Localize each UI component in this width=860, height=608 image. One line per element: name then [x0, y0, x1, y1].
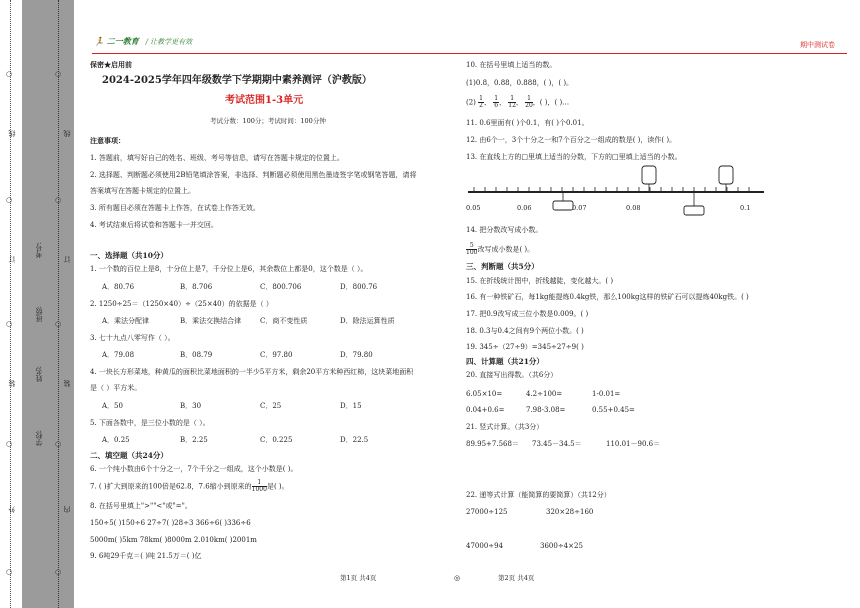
notes-title: 注意事项： [90, 136, 125, 145]
outer-char: 订 [8, 256, 16, 263]
outer-char: 线 [8, 130, 16, 137]
option: C．商不变性质 [260, 317, 308, 325]
right-page [466, 0, 846, 608]
option: C．800.706 [260, 283, 302, 291]
option: D．800.76 [340, 283, 378, 291]
compare-row: 150÷5( )150÷6 27÷7( )28÷3 366÷6( )336÷6 [90, 519, 251, 527]
calc-item: 0.55+0.45= [592, 406, 635, 414]
center-circle-mark: ◎ [454, 574, 461, 582]
inner-char: 订 [63, 256, 71, 263]
option: B．2.25 [180, 436, 208, 444]
question-18: 18. 0.3与0.4之间有9个两位小数。( ) [466, 327, 584, 335]
calc-item: 1-0.01= [592, 390, 621, 398]
circle-mark: ○ [6, 70, 13, 78]
stepwise-item: 3600÷4×25 [540, 542, 583, 550]
option: B．30 [180, 402, 202, 410]
calc-item: 4.2÷100= [526, 390, 563, 398]
option: C．0.225 [260, 436, 293, 444]
option: D．22.5 [340, 436, 369, 444]
question-4-cont: 是（ ）平方米。 [90, 384, 142, 392]
binding-gray-band [22, 0, 74, 608]
note-item: 3. 所有题目必须在答题卡上作答，在试卷上作答无效。 [90, 204, 260, 212]
question-14-line [466, 243, 534, 256]
question-10: 10. 在括号里填上适当的数。 [466, 61, 557, 69]
slogan: / 让教学更有效 [145, 38, 193, 46]
section-fill: 二、填空题（共24分） [90, 451, 168, 460]
question-19: 19. 345÷（27÷9）=345÷27÷9( ) [466, 343, 584, 351]
section-choice: 一、选择题（共10分） [90, 251, 168, 260]
question-12: 12. 由6个一，3个十分之一和7个百分之一组成的数是( )，读作( )。 [466, 136, 677, 144]
question-11: 11. 0.6里面有( )个0.1，有( )个0.01。 [466, 119, 589, 127]
question-3: 3. 七十九点八零写作（ ）。 [90, 334, 175, 342]
question-5: 5. 下面各数中，是三位小数的是（ ）。 [90, 419, 210, 427]
inner-char: 内 [63, 506, 71, 513]
stepwise-item: 47000÷94 [466, 542, 504, 550]
stepwise-item: 27000÷125 [466, 508, 508, 516]
circle-mark: ○ [55, 320, 62, 328]
question-13: 13. 在直线上方的□里填上适当的分数，下方的□里填上适当的小数。 [466, 153, 682, 161]
question-6: 6. 一个纯小数由6个十分之一，7个千分之一组成，这个小数是( )。 [90, 465, 298, 473]
calc-item: 7.98-3.08= [526, 406, 566, 414]
q10-2-prefix: (2) [466, 98, 476, 107]
vertical-calc-item: 73.45－34.5＝ [532, 440, 582, 448]
circle-mark: ○ [6, 320, 13, 328]
outer-char: 装 [8, 380, 16, 387]
class-field: 班级: [35, 306, 43, 323]
answer-box [719, 166, 733, 184]
note-item: 答案填写在答题卡规定的位置上。 [90, 187, 195, 195]
vertical-calc-item: 89.95+7.568＝ [466, 440, 519, 448]
q14-text: 改写成小数是( )。 [477, 245, 535, 254]
question-22: 22. 递等式计算（能简算的要简算）（共12分） [466, 491, 611, 499]
option: C．97.80 [260, 351, 293, 359]
exam-info: 考试分数：100分；考试时间：100分钟 [210, 117, 326, 125]
question-14: 14. 把分数改写成小数。 [466, 226, 543, 234]
option: D．15 [340, 402, 362, 410]
exam-scope: 考试范围1-3单元 [225, 95, 304, 106]
option: A．79.08 [102, 351, 135, 359]
outer-char: 外 [8, 506, 16, 513]
inner-char: 线 [63, 130, 71, 137]
fraction: $\frac{1}{6}$ [494, 95, 499, 109]
page-number: 第1页 共4页 [340, 574, 377, 582]
fraction: $\frac{1}{2}$ [479, 95, 483, 109]
ruler-label: 0.06 [517, 204, 532, 212]
option: A．0.25 [102, 436, 130, 444]
id-field: 考号: [35, 242, 43, 259]
page-number: 第2页 共4页 [498, 574, 535, 582]
secret-label: 保密★启用前 [90, 60, 132, 69]
option: A．80.76 [102, 283, 135, 291]
question-9: 9. 6吨29千克＝( )吨 21.5万＝( )亿 [90, 552, 202, 560]
name-field: 姓名: [35, 366, 43, 383]
section-calc: 四、计算题（共21分） [466, 357, 544, 366]
stepwise-item: 320×28÷160 [546, 508, 594, 516]
outer-dotted-line [10, 0, 11, 608]
question-1: 1. 一个数的百位上是8，十分位上是7，千分位上是6，其余数位上都是0，这个数是（ ）。 [90, 265, 368, 273]
inner-dotted-line [58, 0, 59, 608]
option: A．50 [102, 402, 123, 410]
note-item: 4. 考试结束后将试卷和答题卡一并交回。 [90, 221, 218, 229]
answer-box [553, 201, 573, 210]
note-item: 2. 选择题、判断题必须使用2B铅笔填涂答案，非选择、判断题必须使用黑色墨迹签字笔或钢笔答题，请将 [90, 171, 417, 179]
circle-mark: ○ [55, 440, 62, 448]
circle-mark: ○ [55, 70, 62, 78]
answer-box [684, 206, 704, 215]
option: B．乘法交换结合律 [180, 317, 242, 325]
question-16: 16. 有一种铁矿石，每1kg能提炼0.4kg铁，那么100kg这样的铁矿石可以提炼40kg铁。( ) [466, 293, 749, 301]
left-page [90, 0, 455, 608]
fraction: $\frac{1}{12}$ [508, 95, 516, 109]
question-7 [90, 480, 289, 493]
binding-strip [0, 0, 78, 608]
calc-item: 0.04+0.6= [466, 406, 505, 414]
option: B．8.706 [180, 283, 213, 291]
school-field: 学校: [35, 430, 43, 447]
vertical-calc-item: 110.01－90.6＝ [606, 440, 661, 448]
circle-mark: ○ [6, 440, 13, 448]
option: C．25 [260, 402, 282, 410]
ruler-label: 0.07 [572, 204, 587, 212]
ruler-label: 0.1 [740, 204, 751, 212]
q7-text: 7. ( )扩大到原来的100倍是62.8，7.6缩小到原来的 [90, 482, 252, 491]
compare-row: 5000m( )5km 78km( )8000m 2.010km( )2001m [90, 536, 257, 544]
circle-mark: ○ [55, 568, 62, 576]
ruler-label: 0.05 [466, 204, 481, 212]
fraction: $\frac{1}{20}$ [525, 95, 533, 109]
fraction: $\frac{1}{1000}$ [251, 479, 267, 493]
answer-box [642, 166, 656, 184]
question-10-2: (2) $\frac{1}{2}$ ， $\frac{1}{6}$ ， $\frac{1}{12}$ ， $\frac{1}{20}$ ，( )，( )… [466, 95, 570, 109]
q10-2-suffix: ，( )，( )… [532, 98, 570, 107]
inner-char: 装 [63, 380, 71, 387]
question-10-1: (1)0.8，0.88，0.888，( )，( )。 [466, 79, 574, 87]
ruler-label: 0.08 [626, 204, 641, 212]
question-20: 20. 直接写出得数。（共6分） [466, 371, 558, 379]
q7-text-end: 是( )。 [266, 482, 289, 491]
option: D．除法运算性质 [340, 317, 395, 325]
option: A．乘法分配律 [102, 317, 150, 325]
question-17: 17. 把0.9改写成三位小数是0.009。( ) [466, 310, 589, 318]
logo-text: 二一教育 [106, 36, 139, 46]
circle-mark: ○ [6, 568, 13, 576]
question-8: 8. 在括号里填上">""<"或"="。 [90, 502, 192, 510]
question-15: 15. 在折线统计图中，折线越陡，变化越大。( ) [466, 277, 614, 285]
fraction: $\frac{5}{100}$ [466, 242, 478, 256]
note-item: 1. 答题前，填写好自己的姓名、班级、考号等信息，请写在答题卡规定的位置上。 [90, 154, 344, 162]
section-judge: 三、判断题（共5分） [466, 262, 539, 271]
calc-item: 6.05×10= [466, 390, 503, 398]
number-line [466, 160, 766, 220]
option: D．79.80 [340, 351, 373, 359]
exam-title: 2024-2025学年四年级数学下学期期中素养测评（沪教版） [102, 75, 372, 86]
question-4: 4. 一块长方形菜地，种黄瓜的面积比菜地面积的一半少5平方米，剩余20平方米种西红柿，这块菜地面积 [90, 368, 414, 376]
question-2: 2. 1250÷25＝（1250×40）÷（25×40）的依据是（ ） [90, 300, 273, 308]
circle-mark: ○ [55, 196, 62, 204]
question-21: 21. 竖式计算。（共3分） [466, 423, 544, 431]
circle-mark: ○ [6, 196, 13, 204]
option: B．08.79 [180, 351, 213, 359]
runner-icon: 🏃 [94, 36, 104, 46]
header-right-tag: 期中测试卷 [800, 41, 835, 49]
